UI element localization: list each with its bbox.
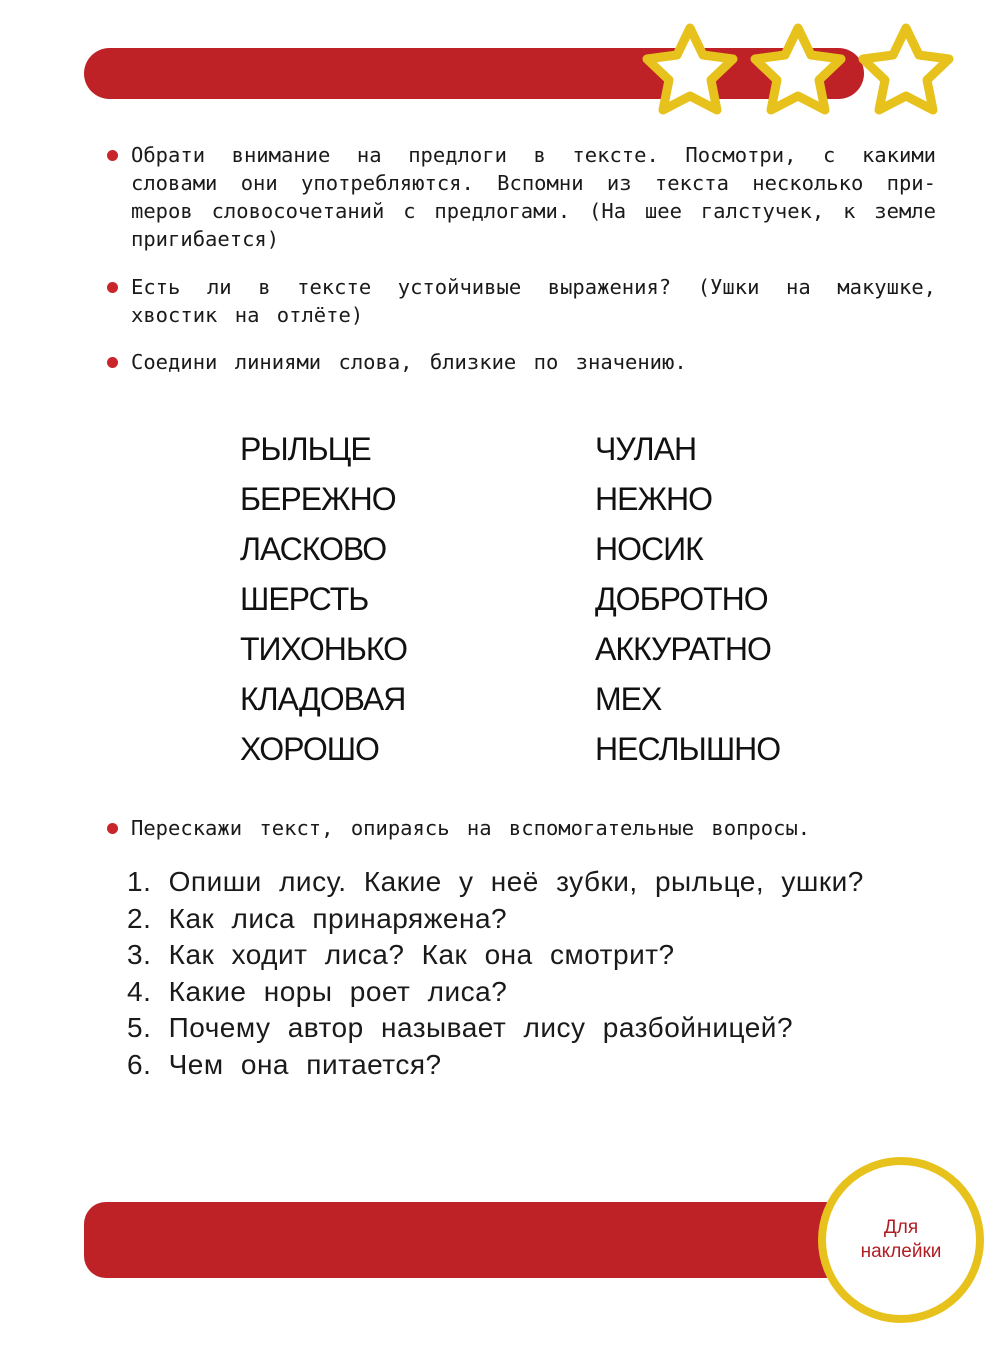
word-right[interactable]: НЕЖНО: [595, 481, 712, 517]
task-idioms: Есть ли в тексте устойчивые выражения? (Ушки на макушке, хвостик на отлёте): [131, 275, 936, 327]
rating-stars: [640, 18, 980, 128]
bullet-icon: [107, 150, 118, 161]
word-right[interactable]: ДОБРОТНО: [595, 581, 768, 617]
question-item: 2. Как лиса принаряжена?: [127, 902, 508, 934]
question-item: 6. Чем она питается?: [127, 1048, 442, 1080]
bullet-icon: [107, 357, 118, 368]
words-left-column: [240, 424, 407, 774]
word-right[interactable]: МЕХ: [595, 681, 662, 717]
word-left[interactable]: БЕРЕЖНО: [240, 481, 396, 517]
word-left[interactable]: РЫЛЬЦЕ: [240, 431, 371, 467]
star-icon[interactable]: [755, 28, 841, 110]
word-left[interactable]: КЛАДОВАЯ: [240, 681, 406, 717]
star-icon[interactable]: [647, 28, 733, 110]
footer-banner: [84, 1202, 874, 1278]
sticker-label-line1: Для: [883, 1217, 919, 1238]
question-item: 1. Опиши лису. Какие у неё зубки, рыльце, ушки?: [127, 866, 864, 897]
bullet-icon: [107, 282, 118, 293]
word-right[interactable]: АККУРАТНО: [595, 631, 771, 667]
task-retell: Перескажи текст, опираясь на вспомогательные вопросы.: [131, 816, 811, 840]
word-left[interactable]: ТИХОНЬКО: [240, 631, 407, 667]
word-left[interactable]: ЛАСКОВО: [240, 531, 387, 567]
word-left[interactable]: ШЕРСТЬ: [240, 581, 369, 617]
question-item: 5. Почему автор называет лису разбойницей?: [127, 1012, 794, 1044]
question-item: 3. Как ходит лиса? Как она смотрит?: [127, 939, 675, 971]
bullet-icon: [107, 823, 118, 834]
word-right[interactable]: НЕСЛЫШНО: [595, 731, 781, 767]
word-left[interactable]: ХОРОШО: [240, 731, 379, 767]
sticker-label-line2: наклейки: [860, 1241, 942, 1262]
words-right-column: [595, 424, 780, 774]
question-list: [127, 864, 947, 1084]
question-item: 4. Какие норы роет лиса?: [127, 975, 508, 1007]
star-icon[interactable]: [863, 28, 949, 110]
sticker-placeholder[interactable]: [818, 1157, 984, 1323]
task-prepositions: Обрати внимание на предлоги в тексте. Посмотри, с какими словами они употребляются. Вспомни из текста несколько приmеров словосочетаний с предлогами. (На шее галстучек, к земле пригибается): [131, 143, 936, 251]
word-right[interactable]: НОСИК: [595, 531, 703, 567]
word-right[interactable]: ЧУЛАН: [595, 431, 697, 467]
task-synonyms: Соедини линиями слова, близкие по значению.: [131, 350, 687, 374]
